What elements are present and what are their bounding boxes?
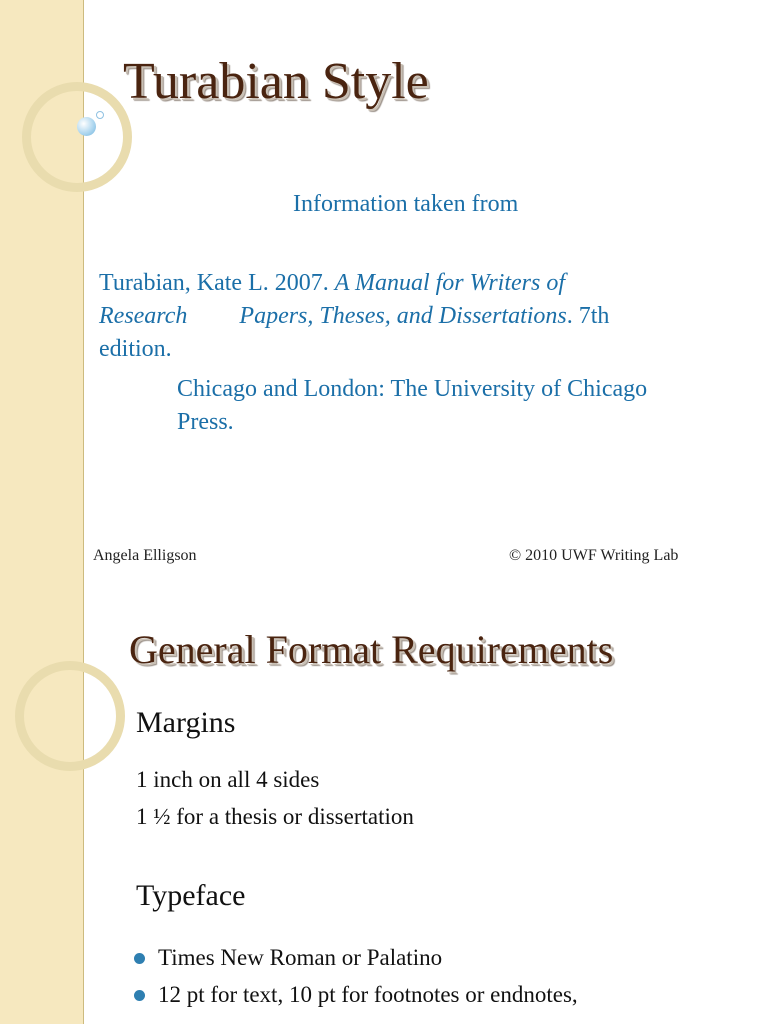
margins-heading: Margins (136, 706, 236, 739)
bullet-icon (134, 990, 145, 1001)
slide-general-format (0, 576, 768, 1024)
citation-title-part2b: Papers, Theses, and Dissertations (239, 303, 567, 329)
typeface-bullet-2: 12 pt for text, 10 pt for footnotes or endnotes, (158, 982, 578, 1007)
decorative-bubble (77, 117, 96, 136)
decorative-ring (15, 661, 125, 771)
bullet-icon (134, 953, 145, 964)
citation-edition: edition. (99, 336, 172, 362)
citation-publisher (177, 373, 647, 439)
citation-title-part2a: Research (99, 303, 188, 329)
strip-border (83, 576, 84, 1024)
publisher-line-1: Chicago and London: The University of Chicago (177, 376, 648, 402)
citation-block (99, 267, 739, 366)
citation-line-2 (99, 300, 739, 333)
list-item (134, 945, 442, 971)
publisher-line-2: Press. (177, 409, 234, 435)
decorative-side-strip (0, 576, 83, 1024)
citation-title-part1: A Manual for Writers of (334, 270, 565, 296)
typeface-heading: Typeface (136, 879, 246, 912)
citation-line-1 (99, 267, 739, 300)
footer-author: Angela Elligson (93, 547, 197, 564)
list-item (134, 982, 578, 1008)
margins-line-1: 1 inch on all 4 sides (136, 767, 320, 792)
typeface-bullet-1: Times New Roman or Palatino (158, 945, 443, 970)
decorative-ring (22, 82, 132, 192)
slide-title: General Format Requirements (129, 627, 614, 672)
citation-after-title: . 7th (566, 303, 610, 329)
citation-author-year: Turabian, Kate L. 2007. (99, 270, 335, 296)
slide-title: Turabian Style (123, 53, 429, 110)
decorative-bubble-small (96, 111, 104, 119)
margins-line-2: 1 ½ for a thesis or dissertation (136, 804, 414, 829)
footer-copyright: © 2010 UWF Writing Lab (509, 547, 679, 564)
intro-text: Information taken from (293, 191, 519, 217)
